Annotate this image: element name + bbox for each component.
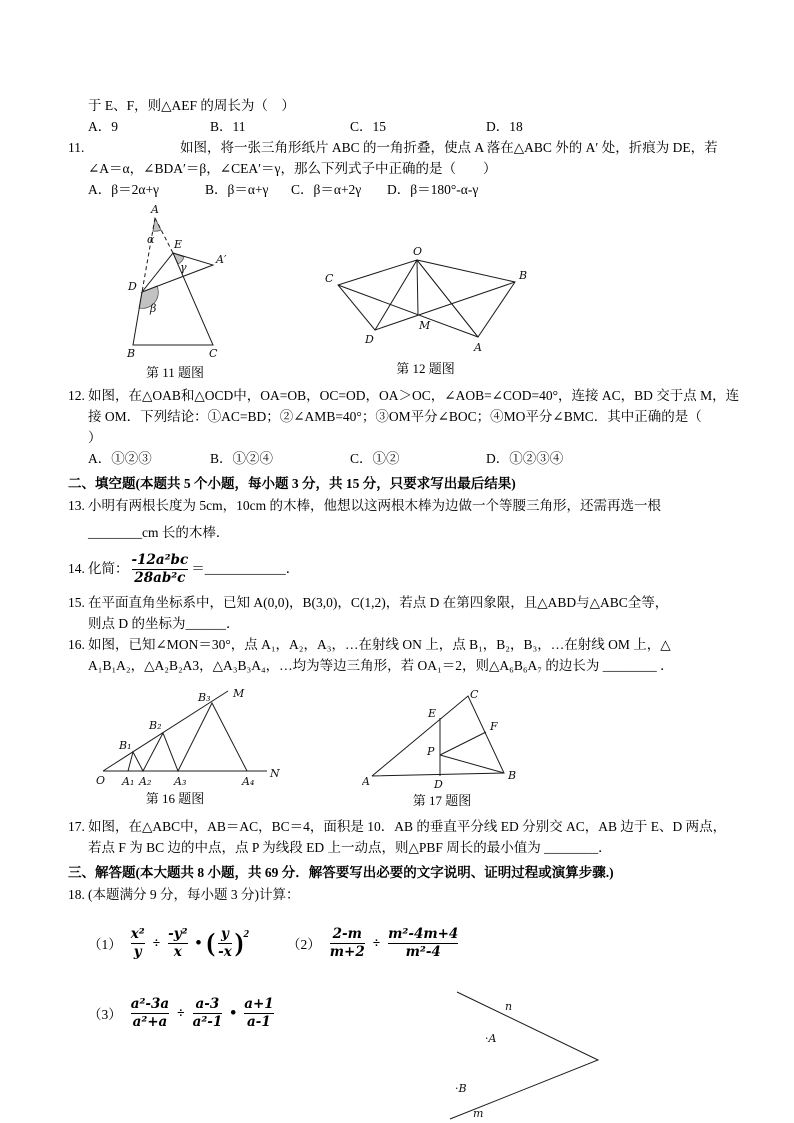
label-D: D <box>365 333 374 346</box>
label-alpha: α <box>147 233 155 246</box>
label-M: M <box>233 688 245 700</box>
expr1-left-paren: ( <box>206 928 216 957</box>
q10-option-a: A．9 <box>88 119 118 134</box>
label-C: C <box>470 688 479 701</box>
q11-option-a: A．β＝2α+γ <box>88 182 160 197</box>
expr2-label: （2） <box>286 937 321 952</box>
q12-line2: 接 OM．下列结论：①AC=BD；②∠AMB=40°；③OM平分∠BOC；④MO平分∠BMC．其中正确的是（ <box>88 409 702 424</box>
q13-line2: ________cm 长的木棒． <box>88 525 230 540</box>
figure-16 <box>95 688 280 807</box>
label-A-prime: A′ <box>216 253 227 266</box>
expr1-right-paren: ) <box>234 928 244 957</box>
expr2-f1-denominator: m+2 <box>329 943 365 960</box>
q12-number: 12. <box>68 388 85 403</box>
q14-answer-blank: ____________ <box>204 561 286 576</box>
expr1-f3-denominator: -x <box>218 943 232 960</box>
q11-option-c: C．β＝α+2γ <box>291 182 362 197</box>
expr2-f2-denominator: m²-4 <box>388 943 458 961</box>
expr3-f3-numerator: a+1 <box>244 995 274 1012</box>
expr1-f1-numerator: x² <box>130 925 145 942</box>
q14-period: ． <box>285 561 300 576</box>
q17-line1-text: 如图，在△ABC中，AB＝AC，BC＝4，面积是 10．AB 的垂直平分线 ED 分别交 AC，AB 边于 E、D 两点， <box>88 819 727 834</box>
figure-12-drawing <box>318 242 533 354</box>
q11-number: 11. <box>68 140 85 155</box>
q15-number: 15. <box>68 595 85 610</box>
figure-16-caption: 第 16 题图 <box>145 791 205 806</box>
figure-17-drawing <box>362 688 522 790</box>
label-E: E <box>174 238 183 251</box>
page-content <box>68 95 740 1039</box>
expr2-f2-numerator: m²-4m+4 <box>388 925 459 942</box>
label-C: C <box>209 347 218 360</box>
label-A2: A₂ <box>139 775 152 788</box>
label-O: O <box>96 774 106 787</box>
q14-number: 14. <box>68 561 85 576</box>
label-point-A: ·A <box>485 1032 497 1045</box>
q15-line1 <box>68 592 733 613</box>
expr3-fraction-1 <box>128 996 172 1031</box>
q18-expressions-row-1 <box>88 917 733 969</box>
label-A: A <box>362 775 370 788</box>
q11-line2: ∠A＝α，∠BDA′＝β，∠CEA′＝γ，那么下列式子中正确的是（ ） <box>88 161 497 176</box>
label-B: B <box>127 347 136 360</box>
figure-16-drawing <box>95 688 280 788</box>
label-ray-n: n <box>505 1000 513 1013</box>
label-A: A <box>474 341 482 354</box>
q18-number: 18. <box>68 887 85 902</box>
q12-option-b: B．①②④ <box>210 451 274 466</box>
label-ray-m: m <box>473 1107 484 1120</box>
q11-option-d: D．β＝180°-α-γ <box>387 182 479 197</box>
label-A1: A₁ <box>122 775 135 788</box>
expr3-fraction-2 <box>190 996 226 1031</box>
label-M: M <box>419 319 431 332</box>
expr3-fraction-3 <box>241 996 276 1031</box>
figure-12-caption: 第 12 题图 <box>396 361 455 376</box>
expr1-f1-denominator: y <box>131 943 145 961</box>
figure-17 <box>362 688 522 809</box>
expr3-divide-sign: ÷ <box>177 1005 185 1020</box>
label-E: E <box>428 707 437 720</box>
q13-line1 <box>68 495 733 516</box>
expr1-fraction-1 <box>128 926 148 961</box>
q17-line1 <box>68 816 733 837</box>
label-A: A <box>151 203 159 216</box>
label-D: D <box>128 280 137 293</box>
expr2-fraction-1 <box>327 926 368 961</box>
section-2-header: 二、填空题(本题共 5 个小题，每小题 3 分，共 15 分，只要求写出最后结果) <box>68 476 516 491</box>
expr3-f2-numerator: a-3 <box>195 995 220 1012</box>
q12-option-c: C．①② <box>350 451 400 466</box>
q11-line1 <box>68 137 733 158</box>
q11-option-b: B．β＝α+γ <box>205 182 269 197</box>
label-point-B: ·B <box>455 1082 467 1095</box>
expr1-fraction-3 <box>215 926 235 961</box>
label-B1: B₁ <box>119 739 132 752</box>
label-gamma: γ <box>180 261 187 274</box>
segment-PF <box>440 732 486 755</box>
label-P: P <box>427 745 435 758</box>
expr3-multiply-dot: • <box>230 1003 237 1022</box>
q14-fraction-denominator: 28ab²c <box>132 569 189 587</box>
expr1-fraction-2 <box>165 926 190 961</box>
label-A3: A₃ <box>174 775 187 788</box>
q18-expressions-row-2 <box>88 987 733 1039</box>
triangle-ABC <box>372 696 504 776</box>
q13-line1-text: 小明有两根长度为 5cm，10cm 的木棒，他想以这两根木棒为边做一个等腰三角形，还需再选一根 <box>88 498 661 513</box>
figure-row-2 <box>68 688 733 816</box>
label-A4: A₄ <box>242 775 255 788</box>
q14-prefix: 化简： <box>88 561 129 576</box>
expr1-exponent: 2 <box>243 928 249 940</box>
label-C: C <box>325 272 334 285</box>
q10-option-d: D．18 <box>486 119 523 134</box>
q16-line2: A₁B₁A₂，△A₂B₂A3，△A₃B₃A₄，…均为等边三角形，若 OA₁＝2，则△A₆B₆A₇ 的边长为 ________ ． <box>88 658 674 673</box>
q15-line1-text: 在平面直角坐标系中，已知 A(0,0)，B(3,0)，C(1,2)，若点 D 在第四象限，且△ABD与△ABC全等， <box>88 595 669 610</box>
q13-number: 13. <box>68 498 85 513</box>
segment-PB <box>440 755 504 773</box>
q16-line1-text: 如图，已知∠MON＝30°，点 A₁，A₂，A₃，…在射线 ON 上，点 B₁，B₂，B₃，…在射线 OM 上，△ <box>88 637 671 652</box>
q12-option-d: D．①②③④ <box>486 451 564 466</box>
q10-options <box>88 116 733 137</box>
q11-options <box>88 179 733 200</box>
figure-row-1 <box>68 200 733 385</box>
q12-options <box>88 448 733 469</box>
expr1-f2-denominator: x <box>168 943 187 961</box>
q12-line1 <box>68 385 740 406</box>
q18-line1 <box>68 884 733 905</box>
label-B3: B₃ <box>198 691 211 704</box>
q16-number: 16. <box>68 637 85 652</box>
q14-equals: ＝ <box>191 561 205 576</box>
label-B: B <box>508 769 517 782</box>
q16-line1 <box>68 634 733 655</box>
q17-number: 17. <box>68 819 85 834</box>
equilateral-zigzag <box>128 703 247 771</box>
expr3-label: （3） <box>88 1007 122 1022</box>
label-F: F <box>490 720 498 733</box>
figure-11 <box>110 200 270 381</box>
label-D: D <box>434 778 443 790</box>
label-N: N <box>270 767 280 780</box>
figure-11-caption: 第 11 题图 <box>145 365 205 380</box>
figure-bottom-angle <box>445 985 615 1123</box>
q12-line3: ） <box>88 430 102 445</box>
angle-rays <box>450 992 598 1119</box>
q14-line <box>68 546 733 592</box>
figure-12 <box>318 242 533 377</box>
q18-intro-text: (本题满分 9 分，每小题 3 分)计算： <box>88 887 300 902</box>
segment-OM <box>417 260 418 315</box>
figure-17-caption: 第 17 题图 <box>412 793 472 808</box>
expr2-divide-sign: ÷ <box>372 935 381 950</box>
segment-DB <box>375 282 515 330</box>
q15-line2: 则点 D 的坐标为______． <box>88 616 240 631</box>
q10-tail-text: 于 E、F，则△AEF 的周长为（ ） <box>88 98 295 113</box>
expr3-f3-denominator: a-1 <box>244 1013 273 1031</box>
expr1-f2-numerator: -y² <box>168 925 188 942</box>
q12-option-a: A．①②③ <box>88 451 152 466</box>
expr3-f2-denominator: a²-1 <box>192 1013 223 1030</box>
expr1-divide-sign: ÷ <box>152 935 161 950</box>
label-B2: B₂ <box>149 719 162 732</box>
expr1-multiply-dot: • <box>195 933 202 952</box>
section-3-header: 三、解答题(本大题共 8 小题，共 69 分．解答要写出必要的文字说明、证明过程或演算步骤.) <box>68 865 614 880</box>
label-beta: β <box>150 302 157 315</box>
q11-line1-text: 如图，将一张三角形纸片 ABC 的一角折叠，使点 A 落在△ABC 外的 A′ 处，折痕为 DE，若 <box>180 140 718 155</box>
figure-bottom-drawing <box>445 985 615 1123</box>
label-B: B <box>519 269 528 282</box>
q17-line2: 若点 F 为 BC 边的中点，点 P 为线段 ED 上一动点，则△PBF 周长的最小值为 ________． <box>88 840 612 855</box>
q10-option-b: B．11 <box>210 119 246 134</box>
figure-11-drawing <box>110 200 270 362</box>
expr2-f1-numerator: 2-m <box>332 925 362 942</box>
q14-fraction-numerator: -12a²bc <box>131 551 189 568</box>
expr2-fraction-2 <box>385 926 461 961</box>
q10-option-c: C．15 <box>350 119 387 134</box>
expr3-f1-numerator: a²-3a <box>130 995 170 1012</box>
label-O: O <box>413 245 423 258</box>
expr3-f1-denominator: a²+a <box>132 1013 168 1030</box>
expr1-f3-numerator: y <box>221 925 229 942</box>
expr1-label: （1） <box>88 937 122 952</box>
q14-fraction <box>129 552 192 587</box>
q12-line1-text: 如图，在△OAB和△OCD中，OA=OB，OC=OD，OA＞OC，∠AOB=∠COD=40°，连接 AC，BD 交于点 M，连 <box>88 388 740 403</box>
